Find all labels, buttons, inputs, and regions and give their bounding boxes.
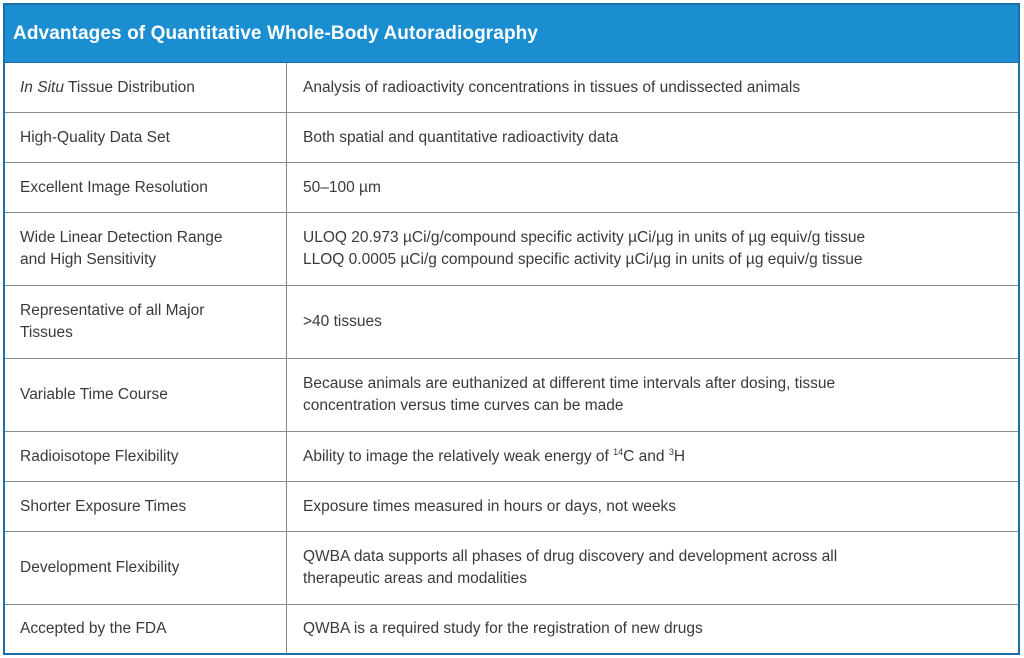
row-label: High-Quality Data Set xyxy=(5,113,287,162)
row-label: Radioisotope Flexibility xyxy=(5,432,287,481)
table-row xyxy=(5,605,1018,653)
row-label: Accepted by the FDA xyxy=(5,605,287,653)
row-label-italic: In Situ xyxy=(20,78,64,96)
row-value: Exposure times measured in hours or days, not weeks xyxy=(303,497,677,515)
table-row xyxy=(5,63,1018,113)
row-value-part: Ability to image the relatively weak energy of xyxy=(303,447,614,465)
row-label-line: and High Sensitivity xyxy=(20,251,157,268)
row-value xyxy=(287,213,1018,285)
row-label: Excellent Image Resolution xyxy=(5,163,287,212)
advantages-table xyxy=(3,3,1020,655)
row-label: Shorter Exposure Times xyxy=(5,482,287,531)
row-label: Development Flexibility xyxy=(5,532,287,604)
table-row xyxy=(5,359,1018,432)
row-value-line: concentration versus time curves can be made xyxy=(303,397,624,414)
row-value-line: LLOQ 0.0005 µCi/g compound specific activity µCi/µg in units of µg equiv/g tissue xyxy=(303,251,863,268)
table-row xyxy=(5,532,1018,605)
row-label: Variable Time Course xyxy=(5,359,287,431)
table-row xyxy=(5,113,1018,163)
superscript-14: 14 xyxy=(613,446,624,457)
table-header xyxy=(5,5,1018,63)
row-label-line: Wide Linear Detection Range xyxy=(20,229,223,246)
row-label-rest: Tissue Distribution xyxy=(63,78,195,96)
row-value xyxy=(287,532,1018,604)
row-label xyxy=(5,213,287,285)
row-label xyxy=(5,63,287,112)
row-value: Analysis of radioactivity concentrations in tissues of undissected animals xyxy=(303,78,801,96)
row-value-part: H xyxy=(673,447,686,465)
table-row xyxy=(5,213,1018,286)
row-value-line: Because animals are euthanized at different time intervals after dosing, tissue xyxy=(303,375,836,392)
table-row xyxy=(5,432,1018,482)
superscript-3: 3 xyxy=(668,446,674,457)
row-value: 50–100 µm xyxy=(303,178,381,196)
row-label-line: Tissues xyxy=(20,324,73,341)
row-value xyxy=(287,432,1018,481)
row-label-line: Representative of all Major xyxy=(20,302,205,319)
row-label xyxy=(5,286,287,358)
row-value: >40 tissues xyxy=(303,313,382,330)
table-row xyxy=(5,163,1018,213)
row-value-part: C and xyxy=(623,447,669,465)
row-value: QWBA is a required study for the registration of new drugs xyxy=(303,620,703,637)
row-value-line: QWBA data supports all phases of drug discovery and development across all xyxy=(303,548,838,565)
row-value-line: therapeutic areas and modalities xyxy=(303,570,528,587)
row-value-line: ULOQ 20.973 µCi/g/compound specific activity µCi/µg in units of µg equiv/g tissue xyxy=(303,229,866,246)
table-row xyxy=(5,286,1018,359)
table-row xyxy=(5,482,1018,532)
table-title: Advantages of Quantitative Whole-Body Autoradiography xyxy=(13,22,539,44)
row-value xyxy=(287,359,1018,431)
row-value: Both spatial and quantitative radioactivity data xyxy=(303,128,619,146)
